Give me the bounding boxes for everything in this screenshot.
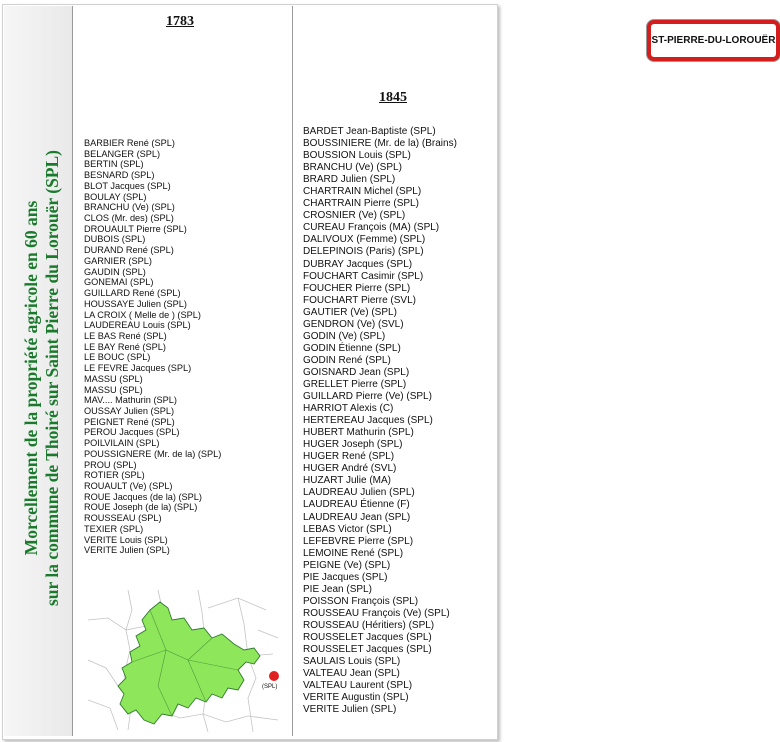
owner-list-item: DELEPINOIS (Paris) (SPL) — [303, 246, 424, 258]
owner-list-item: OUSSAY Julien (SPL) — [84, 405, 175, 416]
owner-list-item: BARBIER René (SPL) — [84, 138, 175, 148]
owner-list-item: BESNARD (SPL) — [84, 170, 155, 181]
owner-list-item: PIE Jacques (SPL) — [303, 571, 388, 583]
owner-list-item: PIE Jean (SPL) — [303, 583, 372, 595]
owner-list-item: DUBRAY Jacques (SPL) — [303, 258, 413, 270]
owner-list-item: BRARD Julien (SPL) — [303, 174, 396, 186]
owner-list-item: PROU (SPL) — [84, 459, 137, 470]
owner-list-item: VALTEAU Jean (SPL) — [303, 668, 400, 680]
owner-list-item: LE BAY René (SPL) — [84, 341, 166, 352]
owner-list-item: CUREAU François (MA) (SPL) — [303, 222, 440, 234]
owner-list-item: PEIGNE (Ve) (SPL) — [303, 559, 391, 571]
owner-list-item: GRELLET Pierre (SPL) — [303, 378, 407, 390]
owner-list-item: POISSON François (SPL) — [303, 595, 419, 607]
owner-list-item: ROUE Jacques (de la) (SPL) — [84, 491, 202, 502]
owner-list-item: HERTEREAU Jacques (SPL) — [303, 415, 433, 427]
owner-list-item: PEROU Jacques (SPL) — [84, 427, 180, 438]
owner-list-item: LAUDREAU Jean (SPL) — [303, 511, 411, 523]
owner-list-item: ROUSSELET Jacques (SPL) — [303, 644, 432, 656]
owner-list-item: PEIGNET René (SPL) — [84, 416, 175, 427]
owner-list-item: VERITE Augustin (SPL) — [303, 692, 409, 704]
owner-list-item: ROUAULT (Ve) (SPL) — [84, 481, 173, 491]
spl-marker-label: (SPL) — [262, 684, 278, 690]
owner-list-item: ROUSSEAU (SPL) — [84, 513, 162, 524]
owner-list-item: POUSSIGNERE (Mr. de la) (SPL) — [84, 448, 222, 459]
owner-list-item: BARDET Jean-Baptiste (SPL) — [303, 126, 436, 137]
owner-list-item: FOUCHER Pierre (SPL) — [303, 282, 411, 294]
owner-list-item: GODIN René (SPL) — [303, 354, 391, 366]
owner-list-item: LE FEVRE Jacques (SPL) — [84, 363, 192, 374]
owners-list-1783 — [84, 138, 221, 556]
owner-list-item: LE BAS René (SPL) — [84, 330, 167, 341]
title-line-1: Morcellement de la propriété agricole en 60 ans — [21, 200, 41, 556]
owner-list-item: CLOS (Mr. des) (SPL) — [84, 213, 174, 224]
owner-list-item: FOUCHART Pierre (SVL) — [303, 294, 416, 306]
owner-list-item: BOUSSINIERE (Mr. de la) (Brains) — [303, 138, 457, 150]
owner-list-item: ROUSSEAU François (Ve) (SPL) — [303, 607, 450, 619]
owner-list-item: VERITE Louis (SPL) — [84, 534, 168, 545]
owner-list-item: GODIN (Ve) (SPL) — [303, 330, 386, 342]
owner-list-item: HUGER René (SPL) — [303, 451, 395, 463]
year-1783-heading: 1783 — [166, 14, 194, 29]
owner-list-item: GOISNARD Jean (SPL) — [303, 366, 410, 378]
owner-list-item: HOUSSAYE Julien (SPL) — [84, 298, 187, 309]
owner-list-item: BRANCHU (Ve) (SPL) — [303, 162, 402, 174]
owner-list-item: VALTEAU Laurent (SPL) — [303, 680, 413, 692]
owner-list-item: SAULAIS Louis (SPL) — [303, 656, 401, 668]
owner-list-item: CHARTRAIN Michel (SPL) — [303, 186, 422, 198]
owner-list-item: BLOT Jacques (SPL) — [84, 180, 171, 191]
owner-list-item: GAUTIER (Ve) (SPL) — [303, 306, 397, 318]
owner-list-item: CROSNIER (Ve) (SPL) — [303, 210, 406, 222]
owner-list-item: BELANGER (SPL) — [84, 148, 161, 159]
owner-list-item: FOUCHART Casimir (SPL) — [303, 270, 424, 282]
owner-list-item: ROUSSELET Jacques (SPL) — [303, 631, 432, 643]
owner-list-item: LAUDREAU Étienne (F) — [303, 499, 410, 511]
owner-list-item: HARRIOT Alexis (C) — [303, 403, 394, 415]
owner-list-item: LEBAS Victor (SPL) — [303, 523, 392, 535]
owner-list-item: TEXIER (SPL) — [84, 523, 144, 534]
owner-list-item: CHARTRAIN Pierre (SPL) — [303, 198, 419, 210]
owner-list-item: HUGER André (SVL) — [303, 463, 397, 475]
owner-list-item: GODIN Étienne (SPL) — [303, 342, 401, 354]
town-sign-label: ST-PIERRE-DU-LOROUËR — [651, 35, 776, 46]
owner-list-item: ROTIER (SPL) — [84, 470, 145, 481]
owner-list-item: BOULAY (SPL) — [84, 191, 147, 202]
owners-list-1845 — [303, 126, 457, 716]
owner-list-item: LAUDEREAU Louis (SPL) — [84, 320, 191, 331]
owner-list-item: GARNIER (SPL) — [84, 255, 152, 266]
column-1783 — [74, 6, 293, 736]
owner-list-item: DURAND René (SPL) — [84, 245, 174, 256]
owner-list-item: GAUDIN (SPL) — [84, 266, 146, 277]
column-1845 — [293, 6, 776, 736]
owner-list-item: ROUE Joseph (de la) (SPL) — [84, 502, 198, 513]
title-line-2: sur la commune de Thoiré sur Saint Pierre du Lorouër (SPL) — [42, 150, 62, 606]
owner-list-item: HUBERT Mathurin (SPL) — [303, 427, 414, 439]
owner-list-item: LEFEBVRE Pierre (SPL) — [303, 535, 414, 547]
owner-list-item: MASSU (SPL) — [84, 373, 143, 384]
owner-list-item: GUILLARD René (SPL) — [84, 288, 181, 299]
owner-list-item: DUBOIS (SPL) — [84, 234, 146, 245]
commune-map — [88, 590, 283, 732]
owner-list-item: MASSU (SPL) — [84, 384, 143, 395]
owner-list-item: BERTIN (SPL) — [84, 159, 144, 170]
owner-list-item: GUILLARD Pierre (Ve) (SPL) — [303, 391, 432, 403]
year-1845-heading: 1845 — [379, 90, 407, 105]
owner-list-item: DALIVOUX (Femme) (SPL) — [303, 234, 426, 246]
owner-list-item: LAUDREAU Julien (SPL) — [303, 487, 415, 499]
owner-list-item: GONEMAI (SPL) — [84, 277, 154, 288]
owner-list-item: POILVILAIN (SPL) — [84, 438, 160, 449]
sidebar-title-panel — [4, 6, 73, 736]
town-sign — [647, 20, 780, 61]
owner-list-item: MAV.... Mathurin (SPL) — [84, 395, 177, 406]
owner-list-item: HUZART Julie (MA) — [303, 475, 391, 487]
vertical-title — [21, 33, 63, 723]
owner-list-item: LEMOINE René (SPL) — [303, 547, 404, 559]
owner-list-item: ROUSSEAU (Héritiers) (SPL) — [303, 619, 435, 631]
owner-list-item: HUGER Joseph (SPL) — [303, 439, 403, 451]
owner-list-item: VERITE Julien (SPL) — [303, 704, 397, 716]
owner-list-item: GENDRON (Ve) (SVL) — [303, 318, 404, 330]
owner-list-item: LA CROIX ( Melle de ) (SPL) — [84, 309, 201, 320]
owner-list-item: BRANCHU (Ve) (SPL) — [84, 202, 175, 213]
spl-location-marker — [269, 671, 279, 681]
owner-list-item: VERITE Julien (SPL) — [84, 545, 170, 556]
owner-list-item: LE BOUC (SPL) — [84, 352, 151, 363]
owner-list-item: BOUSSION Louis (SPL) — [303, 150, 411, 162]
owner-list-item: DROUAULT Pierre (SPL) — [84, 223, 187, 234]
